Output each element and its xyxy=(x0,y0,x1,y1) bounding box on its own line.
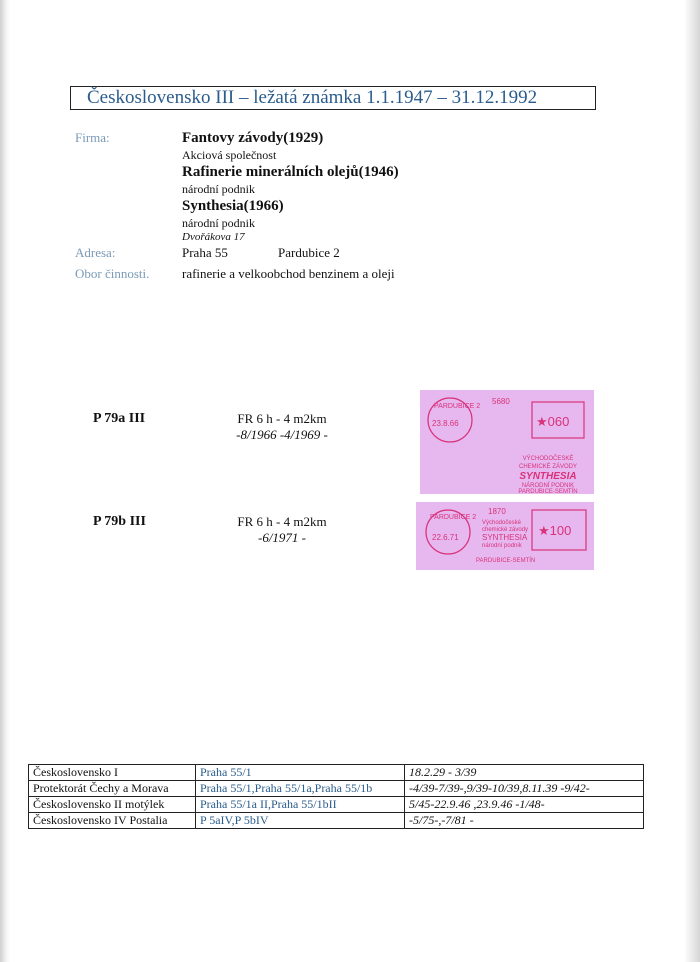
history-place: Praha 55/1 xyxy=(196,765,405,781)
history-dates: 18.2.29 - 3/39 xyxy=(405,765,644,781)
stamp-description xyxy=(212,411,352,443)
meter-stamp-graphic xyxy=(416,502,594,570)
history-place: P 5aIV,P 5bIV xyxy=(196,813,405,829)
meter-line-5: PARDUBICE-SEMTÍN xyxy=(518,489,578,494)
firm-name-1929: Fantovy závody(1929) xyxy=(182,130,324,146)
meter-date: 22.6.71 xyxy=(432,533,459,542)
meter-town: PARDUBICE 2 xyxy=(434,403,481,410)
meter-number: 5680 xyxy=(492,397,510,406)
page-title: Československo III – ležatá známka 1.1.1947 – 31.12.1992 xyxy=(70,86,596,110)
firm-sub-2: národní podnik xyxy=(182,182,255,196)
business-activity: rafinerie a velkoobchod benzinem a oleji xyxy=(182,266,395,281)
history-country: Československo IV Postalia xyxy=(29,813,196,829)
page-right-edge xyxy=(684,0,700,962)
address-city: Praha 55 xyxy=(182,245,228,260)
stamp-code: P 79a III xyxy=(93,411,146,426)
history-country: Protektorát Čechy a Morava xyxy=(29,781,196,797)
firm-street: Dvořákova 17 xyxy=(182,231,245,243)
address-post-office: Pardubice 2 xyxy=(278,245,340,260)
table-row xyxy=(29,797,644,813)
stamp-dates: -6/1971 - xyxy=(257,530,307,545)
table-row xyxy=(29,765,644,781)
label-obor: Obor činnosti. xyxy=(75,266,150,281)
meter-line-4: NÁRODNÍ PODNIK xyxy=(521,483,575,489)
history-place: Praha 55/1,Praha 55/1a,Praha 55/1b xyxy=(196,781,405,797)
history-country: Československo I xyxy=(29,765,196,781)
history-table xyxy=(28,764,644,829)
history-country: Československo II motýlek xyxy=(29,797,196,813)
meter-line-3: SYNTHESIA xyxy=(482,533,528,542)
stamp-dates: -8/1966 -4/1969 - xyxy=(236,427,328,442)
meter-stamp-image xyxy=(420,390,594,494)
meter-line-2: CHEMICKÉ ZÁVODY xyxy=(518,464,578,470)
meter-line-1: VÝCHODOČESKÉ xyxy=(522,456,574,462)
firm-name-1946: Rafinerie minerálních olejů(1946) xyxy=(182,164,399,180)
stamp-description xyxy=(212,514,352,546)
firm-sub-3: národní podnik xyxy=(182,216,255,230)
meter-stamp-graphic xyxy=(420,390,594,494)
meter-line-4: národní podnik xyxy=(482,543,522,549)
meter-value: ★060 xyxy=(536,414,570,429)
meter-line-2: chemické závody xyxy=(482,527,529,533)
table-row xyxy=(29,813,644,829)
firm-sub-1: Akciová společnost xyxy=(182,148,277,162)
page-left-edge xyxy=(0,0,10,962)
history-dates: -4/39-7/39-,9/39-10/39,8.11.39 -9/42- xyxy=(405,781,644,797)
history-dates: 5/45-22.9.46 ,23.9.46 -1/48- xyxy=(405,797,644,813)
history-dates: -5/75-,-7/81 - xyxy=(405,813,644,829)
meter-stamp-image xyxy=(416,502,594,570)
label-firma: Firma: xyxy=(75,130,110,145)
firm-name-1966: Synthesia(1966) xyxy=(182,198,284,214)
meter-number: 1870 xyxy=(488,507,506,516)
label-adresa: Adresa: xyxy=(75,245,116,260)
meter-date: 23.8.66 xyxy=(432,419,459,428)
stamp-code: P 79b III xyxy=(93,514,146,529)
stamp-type: FR 6 h - 4 m2km xyxy=(237,411,327,426)
stamp-type: FR 6 h - 4 m2km xyxy=(237,514,327,529)
meter-line-1: Východočeské xyxy=(482,520,522,526)
meter-line-3: SYNTHESIA xyxy=(519,471,577,482)
table-row xyxy=(29,781,644,797)
meter-town: PARDUBICE 2 xyxy=(430,514,477,521)
history-place: Praha 55/1a II,Praha 55/1bII xyxy=(196,797,405,813)
meter-line-5: PARDUBICE-SEMTÍN xyxy=(476,558,536,564)
meter-value: ★100 xyxy=(538,523,572,538)
